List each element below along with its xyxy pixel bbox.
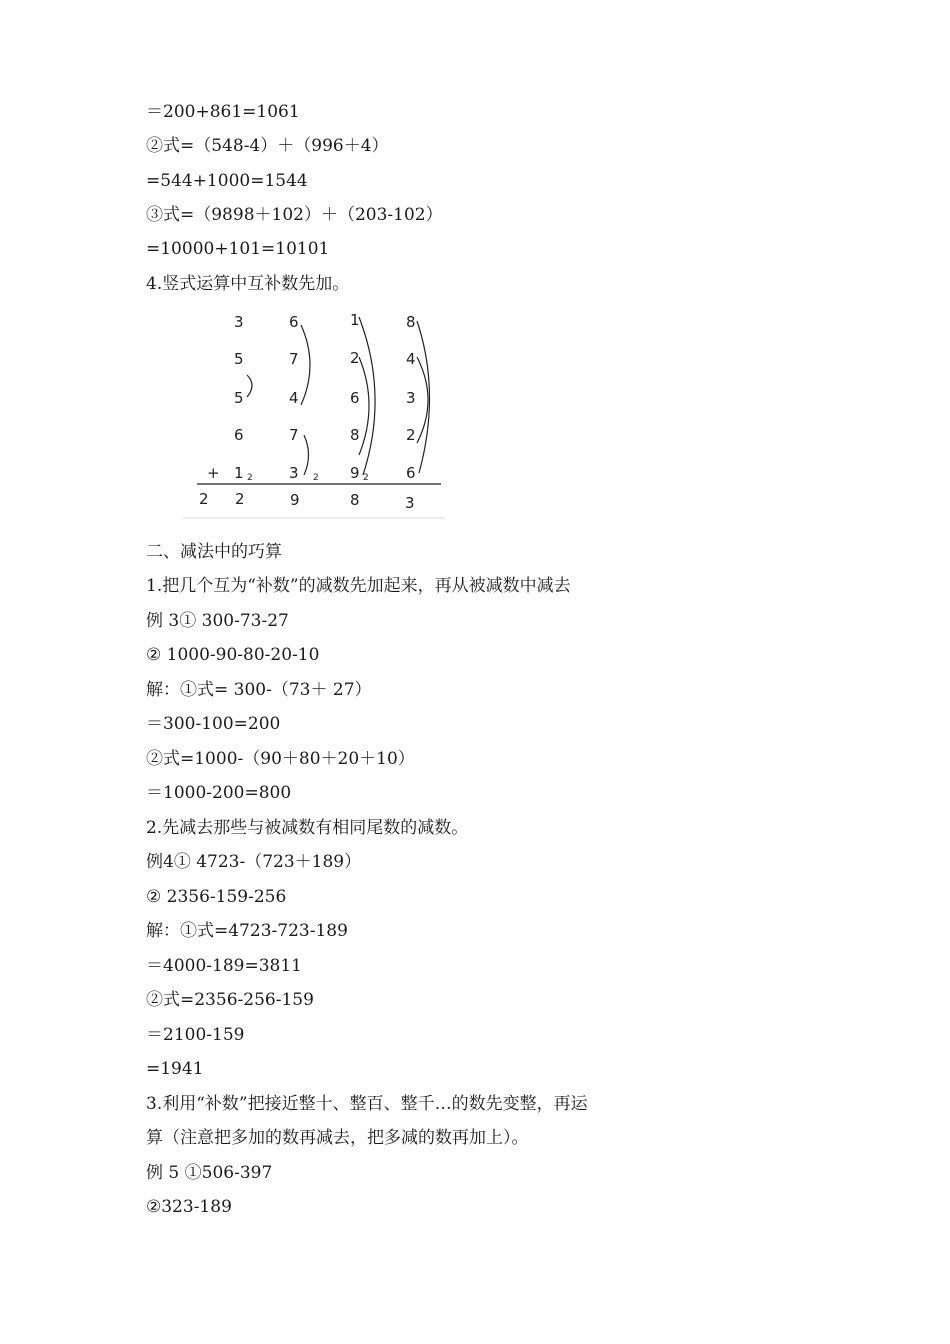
digit: 1 <box>350 311 360 329</box>
section-heading: 二、减法中的巧算 <box>146 542 282 562</box>
digit: 3 <box>289 464 299 482</box>
text-line: 2.先减去那些与被减数有相同尾数的减数。 <box>146 818 469 838</box>
digit: 7 <box>289 426 299 444</box>
text-line: ＝2100-159 <box>146 1025 245 1045</box>
text-line: 算（注意把多加的数再减去，把多减的数再加上）。 <box>146 1128 529 1148</box>
vertical-addition-svg <box>183 305 445 520</box>
digit: 6 <box>406 464 416 482</box>
digit: 3 <box>406 389 416 407</box>
text-line: =10000+101=10101 <box>146 239 330 259</box>
result-digit: 3 <box>405 494 415 512</box>
digit: 6 <box>289 313 299 331</box>
text-line: 解：①式= 300-（73＋ 27） <box>146 680 372 700</box>
vertical-addition-figure <box>183 305 445 520</box>
text-line: ② 1000-90-80-20-10 <box>146 645 320 665</box>
text-line: ②式=（548-4）＋（996＋4） <box>146 136 389 156</box>
text-line: ＝300-100=200 <box>146 714 281 734</box>
text-line: ② 2356-159-256 <box>146 887 287 907</box>
text-line: 例4① 4723-（723＋189） <box>146 852 362 872</box>
digit: 2 <box>350 349 360 367</box>
carry-digit: 2 <box>247 473 253 483</box>
text-line: 1.把几个互为“补数”的减数先加起来，再从被减数中减去 <box>146 576 571 596</box>
text-line: ②式=2356-256-159 <box>146 990 314 1010</box>
result-digit: 9 <box>290 491 300 509</box>
pair-bracket <box>247 375 252 397</box>
digit: 4 <box>406 350 416 368</box>
carry-digit: 2 <box>363 473 369 483</box>
pair-bracket <box>417 357 428 443</box>
digit: 5 <box>234 350 244 368</box>
digit: 1 <box>234 464 244 482</box>
text-line: 例 3① 300-73-27 <box>146 611 289 631</box>
text-line: 解：①式=4723-723-189 <box>146 921 348 941</box>
plus-sign: + <box>207 464 220 482</box>
text-line: ②式=1000-（90＋80＋20＋10） <box>146 749 415 769</box>
text-line: ③式=（9898＋102）＋（203-102） <box>146 205 443 225</box>
digit: 8 <box>350 426 360 444</box>
text-line: =1941 <box>146 1059 204 1079</box>
pair-bracket <box>359 317 375 475</box>
result-digit: 2 <box>199 490 209 508</box>
pair-bracket <box>301 325 310 405</box>
section-heading: 4.竖式运算中互补数先加。 <box>146 274 350 294</box>
text-line: ②323-189 <box>146 1197 232 1217</box>
pair-bracket <box>304 435 309 475</box>
digit: 4 <box>289 389 299 407</box>
result-digit: 2 <box>235 490 245 508</box>
digit: 3 <box>234 313 244 331</box>
text-line: ＝200+861=1061 <box>146 102 300 122</box>
digit: 6 <box>350 389 360 407</box>
text-line: 3.利用“补数”把接近整十、整百、整千…的数先变整，再运 <box>146 1094 588 1114</box>
digit: 7 <box>289 350 299 368</box>
digit: 9 <box>350 464 360 482</box>
pair-bracket <box>359 357 369 455</box>
digit: 6 <box>234 426 244 444</box>
digit: 8 <box>406 313 416 331</box>
text-line: ＝4000-189=3811 <box>146 956 302 976</box>
digit: 2 <box>406 426 416 444</box>
text-line: ＝1000-200=800 <box>146 783 292 803</box>
text-line: =544+1000=1544 <box>146 171 308 191</box>
carry-digit: 2 <box>313 473 319 483</box>
digit: 5 <box>234 389 244 407</box>
result-digit: 8 <box>350 491 360 509</box>
text-line: 例 5 ①506-397 <box>146 1163 273 1183</box>
